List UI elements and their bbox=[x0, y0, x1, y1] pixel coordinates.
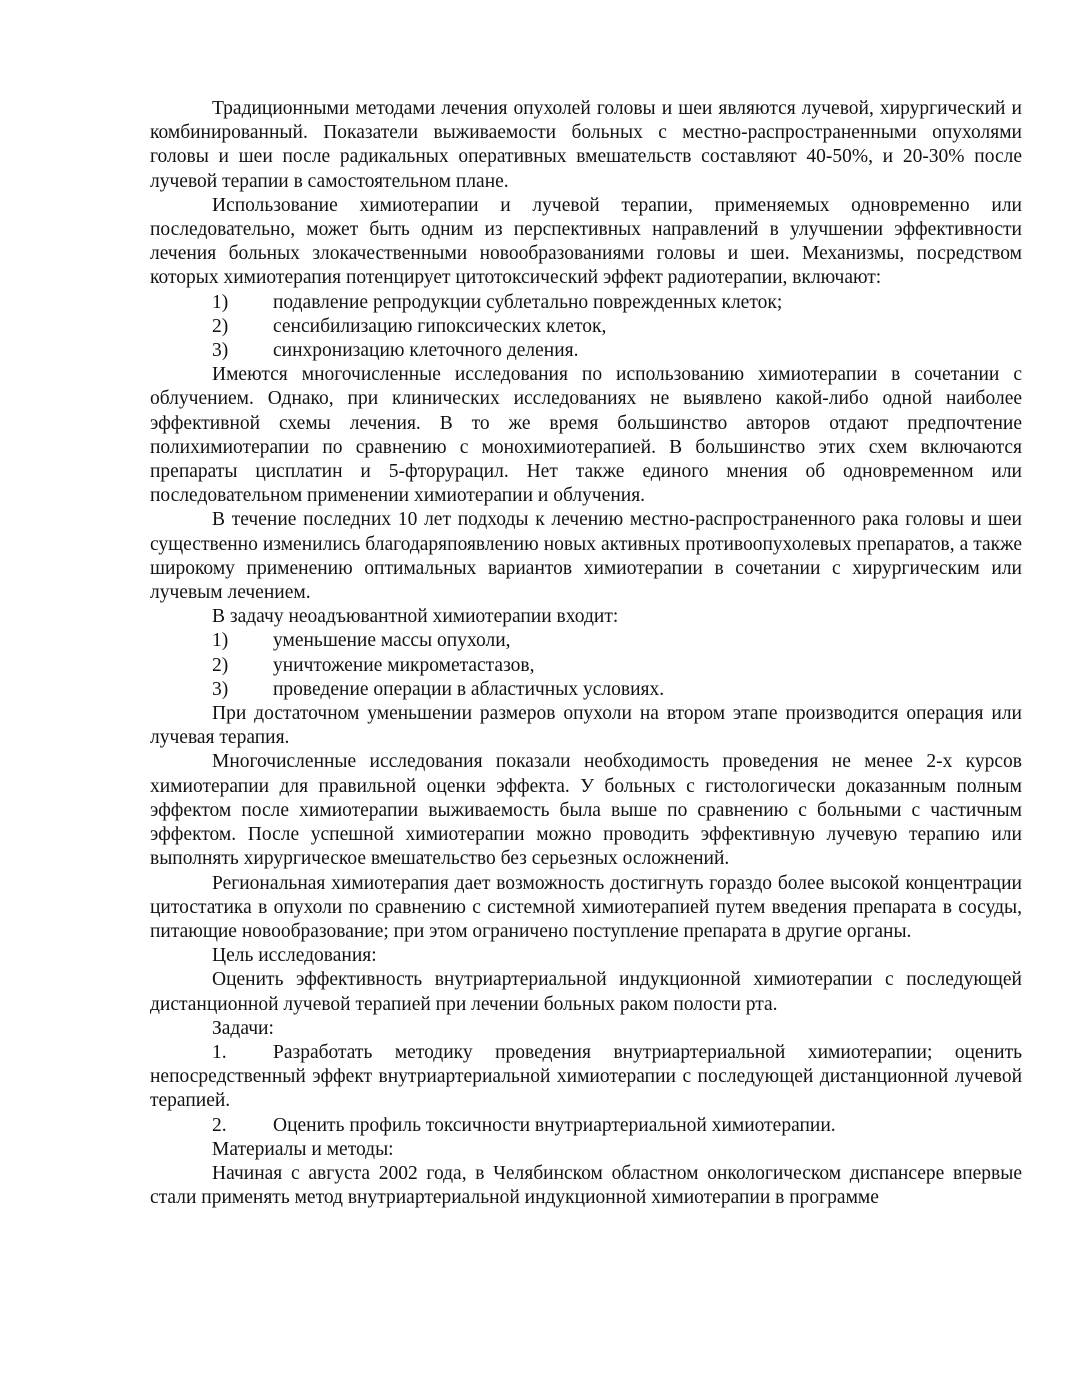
list-number: 2) bbox=[212, 315, 229, 337]
paragraph: Начиная с августа 2002 года, в Челябинском областном онкологическом диспансере впервые стали применять метод внутриартериальной индукционной химиотерапии в программе bbox=[150, 1162, 1022, 1209]
list-number: 3) bbox=[212, 678, 229, 700]
list-number: 2. bbox=[212, 1114, 227, 1136]
paragraph: Многочисленные исследования показали необходимость проведения не менее 2-х курсов химиотерапии для правильной оценки эффекта. У больных с гистологически доказанным полным эффектом после химиотерапии выживаемость была выше по сравнению с больными с частичным эффектом. После успешной химиотерапии можно проводить эффективную лучевую терапию или выполнять хирургическое вмешательство без серьезных осложнений. bbox=[150, 751, 1022, 870]
paragraph: Традиционными методами лечения опухолей головы и шеи являются лучевой, хирургический и комбинированный. Показатели выживаемости больных с местно-распространенными опухолями головы и шеи после радикальных оперативных вмешательств составляют 40-50%, и 20-30% после лучевой терапии в самостоятельном плане. bbox=[150, 98, 1022, 192]
section-heading: Задачи: bbox=[212, 1017, 274, 1039]
list-text: сенсибилизацию гипоксических клеток, bbox=[273, 315, 607, 337]
list-item bbox=[150, 1041, 1022, 1114]
list-item bbox=[150, 315, 1022, 339]
list-text: уничтожение микрометастазов, bbox=[273, 654, 535, 676]
list-text: уменьшение массы опухоли, bbox=[273, 630, 511, 652]
list-item bbox=[150, 654, 1022, 678]
list-item bbox=[150, 291, 1022, 315]
list-number: 1) bbox=[212, 291, 229, 313]
document-page bbox=[150, 97, 1022, 1210]
paragraph: При достаточном уменьшении размеров опухоли на втором этапе производится операция или лучевая терапия. bbox=[150, 703, 1022, 749]
list-number: 3) bbox=[212, 340, 229, 362]
list-text: проведение операции в абластичных условиях. bbox=[273, 678, 665, 700]
paragraph: Имеются многочисленные исследования по использованию химиотерапии в сочетании с облучением. Однако, при клинических исследованиях не выявлено какой-либо одной наиболее эффективной схемы лечения. В то же время большинство авторов отдают предпочтение полихимиотерапии по сравнению с монохимиотерапией. В большинство этих схем включаются препараты цисплатин и 5-фторурацил. Нет также единого мнения об одновременном или последовательном применении химиотерапии и облучения. bbox=[150, 364, 1022, 507]
list-text: синхронизацию клеточного деления. bbox=[273, 340, 579, 362]
paragraph: В течение последних 10 лет подходы к лечению местно-распространенного рака головы и шеи существенно изменились благодаряпоявлению новых активных противоопухолевых препаратов, а также широкому применению оптимальных вариантов химиотерапии в сочетании с хирургическим или лучевым лечением. bbox=[150, 509, 1022, 604]
list-number: 2) bbox=[212, 654, 229, 676]
paragraph: Использование химиотерапии и лучевой терапии, применяемых одновременно или последовательно, может быть одним из перспективных направлений в улучшении эффективности лечения больных злокачественными новообразованиями головы и шеи. Механизмы, посредством которых химиотерапия потенцирует цитотоксический эффект радиотерапии, включают: bbox=[150, 194, 1022, 289]
list-text: Оценить профиль токсичности внутриартериальной химиотерапии. bbox=[273, 1114, 836, 1136]
paragraph: Региональная химиотерапия дает возможность достигнуть гораздо более высокой концентрации цитостатика в опухоли по сравнению с системной химиотерапией путем введения препарата в сосуды, питающие новообразование; при этом ограничено поступление препарата в другие органы. bbox=[150, 872, 1022, 942]
list-item bbox=[150, 678, 1022, 702]
paragraph: Оценить эффективность внутриартериальной индукционной химиотерапии с последующей дистанционной лучевой терапией при лечении больных раком полости рта. bbox=[150, 969, 1022, 1015]
paragraph: В задачу неоадъювантной химиотерапии входит: bbox=[212, 606, 619, 628]
list-item bbox=[150, 1114, 1022, 1138]
section-heading: Материалы и методы: bbox=[212, 1138, 394, 1160]
list-number: 1) bbox=[212, 630, 229, 652]
list-number: 1. bbox=[212, 1041, 227, 1063]
list-item bbox=[150, 629, 1022, 653]
list-text: Разработать методику проведения внутриартериальной химиотерапии; оценить непосредственный эффект внутриартериальной химиотерапии с последующей дистанционной лучевой терапией. bbox=[150, 1041, 1022, 1112]
list-text: подавление репродукции сублетально поврежденных клеток; bbox=[273, 291, 783, 313]
section-heading: Цель исследования: bbox=[212, 945, 377, 967]
list-item bbox=[150, 339, 1022, 363]
